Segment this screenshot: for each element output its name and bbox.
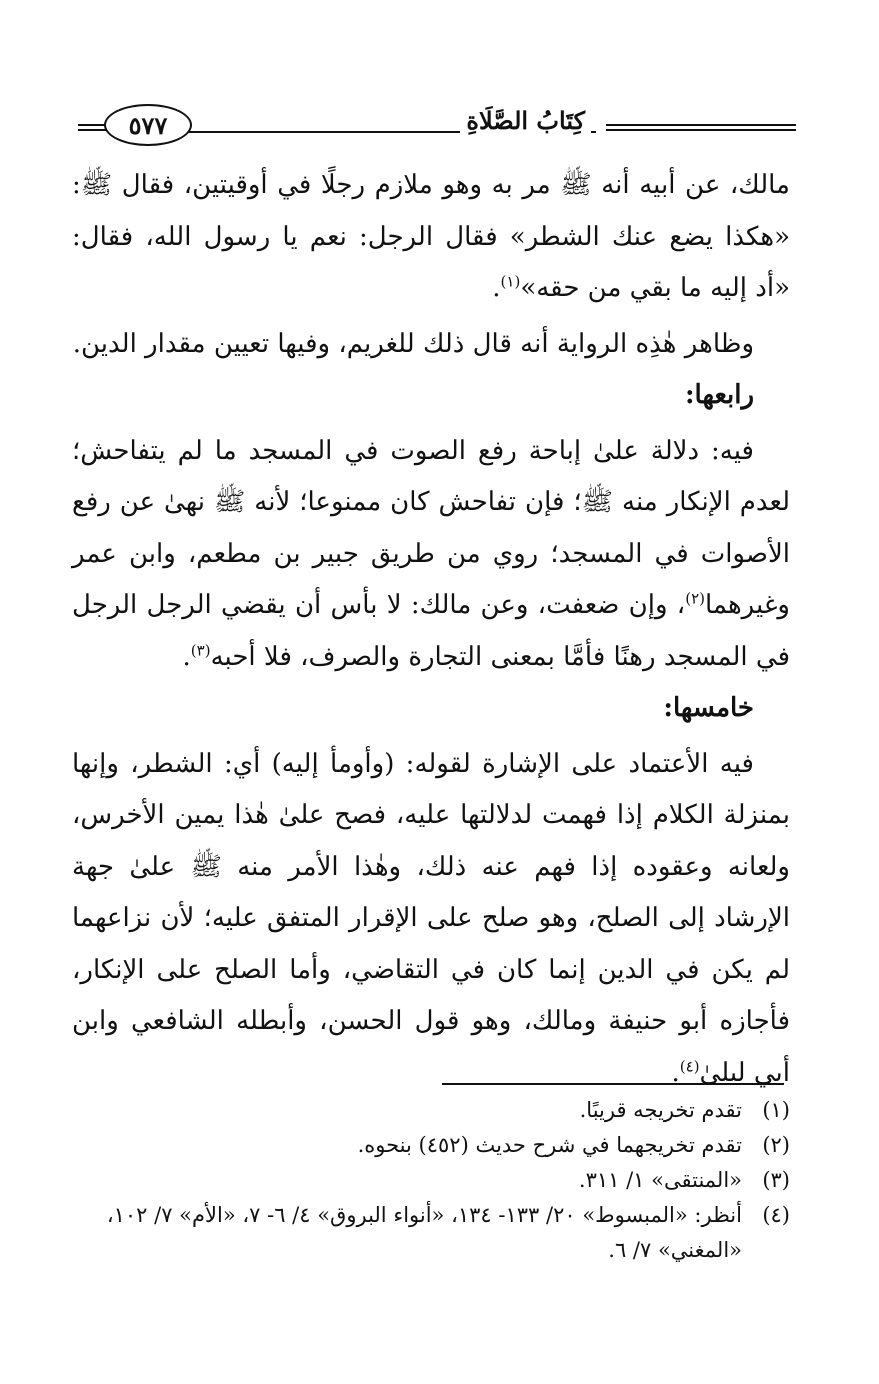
footnote-text: تقدم تخريجهما في شرح حديث (٤٥٢) بنحوه. <box>357 1133 742 1157</box>
footnote-ref[interactable]: (١) <box>500 272 521 291</box>
footnotes <box>70 1093 790 1268</box>
section-heading-fourth: رابعها: <box>684 380 754 410</box>
footnote-ref[interactable]: (٣) <box>190 640 211 659</box>
paragraph-hadith: مالك، عن أبيه أنه ﷺ مر به وهو ملازم رجلًا في أوقيتين، فقال ﷺ: «هكذا يضع عنك الشطر» فقال الرجل: نعم يا رسول الله، فقال: «أد إليه ما بقي من حقه»$^{(١)}$. <box>72 170 790 303</box>
footnote-number: (٣) <box>762 1168 790 1192</box>
footnote-item <box>70 1093 790 1128</box>
footnote-item <box>70 1198 790 1268</box>
footnote-separator <box>442 1083 784 1085</box>
page-header <box>78 98 796 150</box>
running-title: كِتَابُ الصَّلَاةِ <box>460 106 591 135</box>
paragraph-commentary: وظاهر هٰذِه الرواية أنه قال ذلك للغريم، وفيها تعيين مقدار الدين. <box>72 328 754 359</box>
footnote-number: (١) <box>762 1098 790 1122</box>
footnote-number: (٢) <box>762 1133 790 1157</box>
footnote-number: (٤) <box>762 1203 790 1227</box>
footnote-ref[interactable]: (٤) <box>679 1056 700 1075</box>
section-heading-fifth: خامسها: <box>663 693 754 723</box>
footnote-text: أنظر: «المبسوط» ٢٠/ ١٣٣- ١٣٤، «أنواء البروق» ٤/ ٦- ٧، «الأم» ٧/ ١٠٢، «المغني» ٧/ ٦. <box>106 1203 742 1262</box>
footnote-ref[interactable]: (٢) <box>685 589 705 608</box>
paragraph-fourth: فيه: دلالة علىٰ إباحة رفع الصوت في المسجد ما لم يتفاحش؛ لعدم الإنكار منه ﷺ؛ فإن تفاحش كان ممنوعا؛ لأنه ﷺ نهىٰ عن رفع الأصوات في المسجد؛ روي من طريق جبير بن مطعم، وابن عمر وغيرهما$^{(٢)}$، وإن ضعفت، وعن مالك: لا بأس أن يقضي الرجل الرجل في المسجد رهنًا فأمَّا بمعنى التجارة والصرف، فلا أحبه$^{(٣)}$. <box>72 435 790 672</box>
page-number: ٥٧٧ <box>104 104 192 146</box>
footnote-text: تقدم تخريجه قريبًا. <box>579 1098 742 1122</box>
footnote-item <box>70 1128 790 1163</box>
footnote-item <box>70 1163 790 1198</box>
footnote-text: «المنتقى» ١/ ٣١١. <box>578 1168 742 1192</box>
main-text <box>72 160 790 1099</box>
header-rule-right <box>606 124 796 131</box>
paragraph-fifth: فيه الأعتماد على الإشارة لقوله: (وأومأ إليه) أي: الشطر، وإنها بمنزلة الكلام إذا فهمت لدلالتها عليه، فصح علىٰ هٰذا يمين الأخرس، ولعانه وعقوده إذا فهم عنه ذلك، وهٰذا الأمر منه ﷺ علىٰ جهة الإرشاد إلى الصلح، وهو صلح على الإقرار المتفق عليه؛ لأن نزاعهما لم يكن في الدين إنما كان في التقاضي، وأما الصلح على الإنكار، فأجازه أبو حنيفة ومالك، وهو قول الحسن، وأبطله الشافعي وابن أبي ليلىٰ$^{(٤)}$. <box>72 748 790 1088</box>
